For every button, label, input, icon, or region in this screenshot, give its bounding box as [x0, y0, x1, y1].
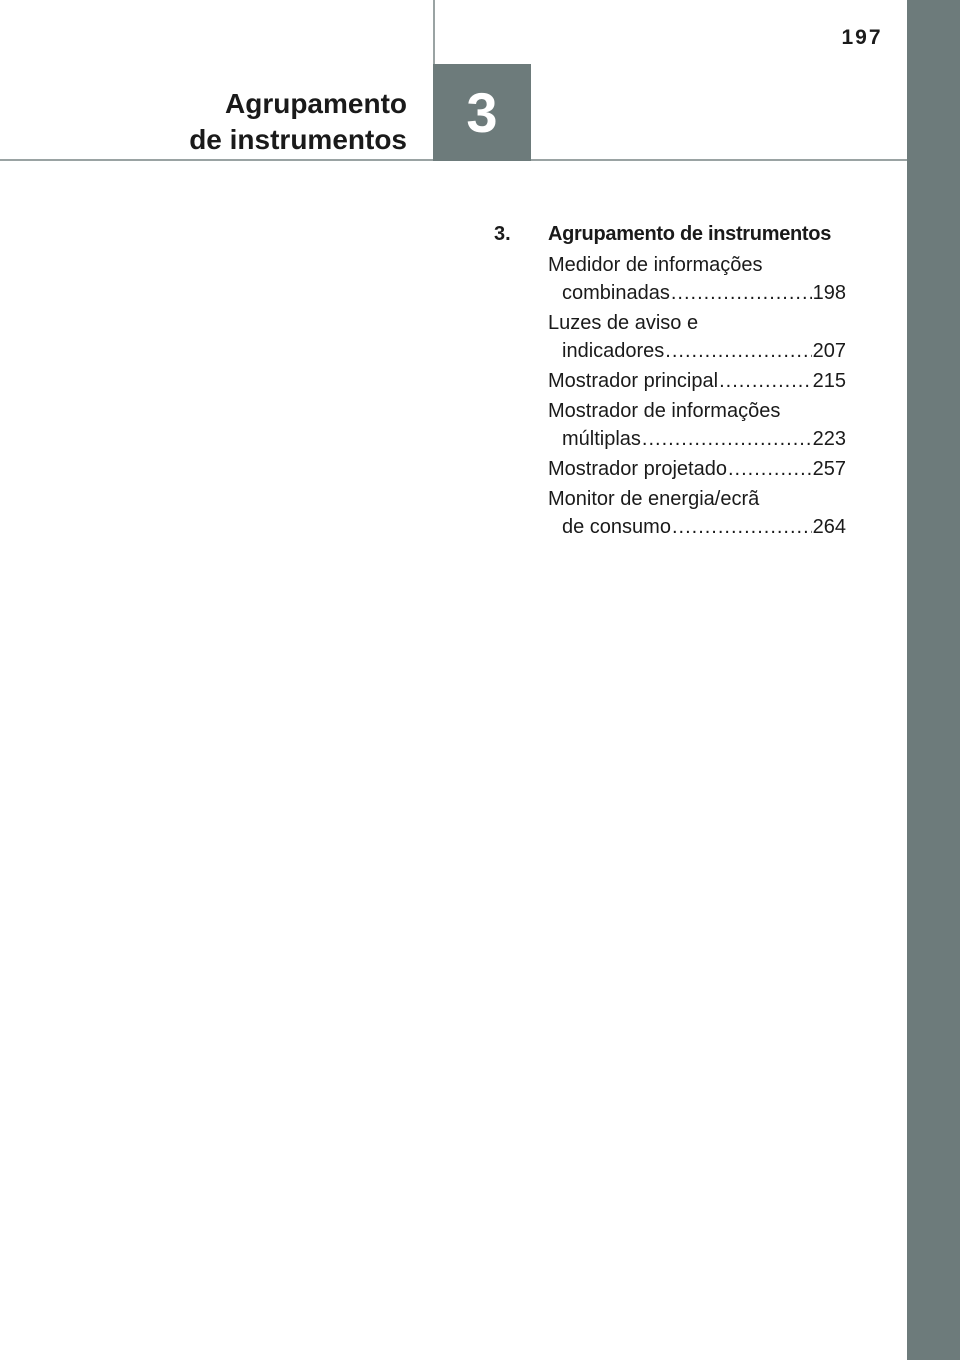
toc-entry-title: Luzes de aviso e — [548, 312, 699, 334]
toc-entry-title: Monitor de energia/ecrã — [548, 488, 760, 510]
toc-entry[interactable] — [548, 455, 846, 483]
chapter-title — [189, 86, 407, 158]
side-chapter-tab — [907, 0, 960, 1360]
table-of-contents — [494, 220, 846, 543]
toc-list — [548, 251, 846, 541]
chapter-number: 3 — [466, 80, 498, 144]
toc-entry-title: Mostrador principal — [548, 370, 719, 392]
chapter-title-line1: Agrupamento — [225, 88, 407, 119]
toc-heading-text: Agrupamento de instrumentos — [548, 223, 832, 245]
toc-entry-title: Medidor de informações — [548, 254, 763, 276]
toc-entry[interactable] — [548, 397, 846, 453]
toc-entry-title-cont: múltiplas — [562, 428, 641, 450]
toc-entry[interactable] — [548, 251, 846, 307]
page-number: 197 — [841, 26, 883, 49]
dot-leader — [665, 337, 811, 365]
dot-leader — [719, 367, 812, 395]
toc-entry-title-cont: de consumo — [562, 516, 671, 538]
dot-leader — [728, 455, 812, 483]
toc-entry[interactable] — [548, 367, 846, 395]
toc-entry[interactable] — [548, 309, 846, 365]
toc-entry-title: Mostrador projetado — [548, 458, 727, 480]
toc-entry-page[interactable]: 257 — [812, 458, 846, 480]
toc-entry-page[interactable]: 264 — [812, 516, 846, 538]
toc-entry-title-cont: combinadas — [562, 282, 670, 304]
toc-entry-title-cont: indicadores — [562, 340, 665, 362]
toc-entry-page[interactable]: 207 — [812, 340, 846, 362]
chapter-number-box — [433, 64, 531, 161]
toc-entry[interactable] — [548, 485, 846, 541]
header-divider-vertical — [433, 0, 435, 64]
toc-entry-title: Mostrador de informações — [548, 400, 781, 422]
chapter-title-line2: de instrumentos — [189, 124, 407, 155]
toc-heading-number: 3. — [494, 223, 511, 245]
dot-leader — [671, 279, 812, 307]
toc-entry-page[interactable]: 215 — [812, 370, 846, 392]
toc-heading — [494, 220, 846, 248]
toc-entry-page[interactable]: 223 — [812, 428, 846, 450]
dot-leader — [642, 425, 812, 453]
toc-entry-page[interactable]: 198 — [812, 282, 846, 304]
dot-leader — [672, 513, 812, 541]
